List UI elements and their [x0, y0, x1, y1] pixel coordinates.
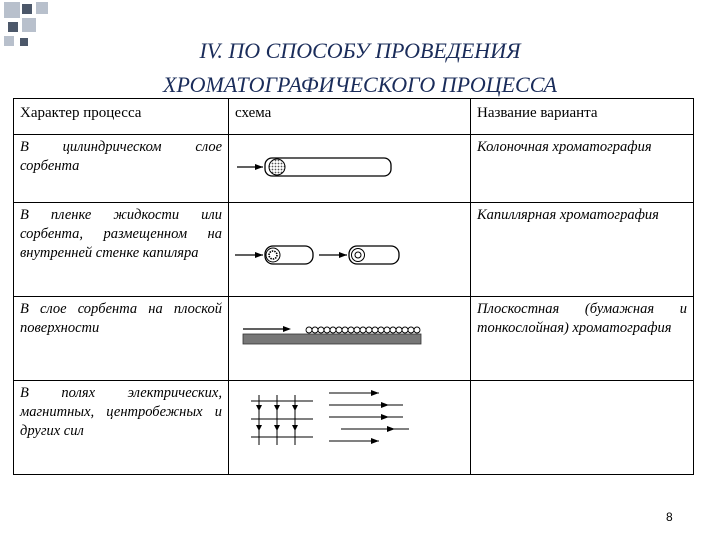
table-row: [14, 297, 694, 381]
variant-name-cell: Колоночная хроматография: [471, 135, 694, 203]
capillary-schema-icon: [229, 203, 469, 295]
header-schema: схема: [229, 99, 471, 135]
column-schema-icon: [229, 135, 469, 201]
variant-name-cell: Капиллярная хроматография: [471, 203, 694, 297]
schema-cell: [229, 381, 471, 475]
process-cell: В пленке жидкости или сорбента, размещенном на внутренней стенке капиляра: [14, 203, 229, 297]
process-cell: В слое сорбента на плоской поверхности: [14, 297, 229, 381]
table-row: [14, 203, 694, 297]
schema-cell: [229, 203, 471, 297]
schema-cell: [229, 135, 471, 203]
header-variant-name: Название варианта: [471, 99, 694, 135]
page-title: [0, 34, 720, 102]
field-schema-icon: [229, 381, 469, 473]
planar-schema-icon: [229, 297, 469, 379]
table-row: [14, 381, 694, 475]
page-number: 8: [666, 510, 673, 524]
header-process: Характер процесса: [14, 99, 229, 135]
table-row: [14, 135, 694, 203]
chromatography-table: [13, 98, 694, 475]
title-line-2: ХРОМАТОГРАФИЧЕСКОГО ПРОЦЕССА: [163, 72, 557, 97]
variant-name-cell: Плоскостная (бумажная и тонкослойная) хроматография: [471, 297, 694, 381]
table-header-row: [14, 99, 694, 135]
variant-name-cell: [471, 381, 694, 475]
schema-cell: [229, 297, 471, 381]
title-line-1: IV. ПО СПОСОБУ ПРОВЕДЕНИЯ: [199, 38, 521, 63]
process-cell: В полях электрических, магнитных, центробежных и других сил: [14, 381, 229, 475]
process-cell: В цилиндрическом слое сорбента: [14, 135, 229, 203]
